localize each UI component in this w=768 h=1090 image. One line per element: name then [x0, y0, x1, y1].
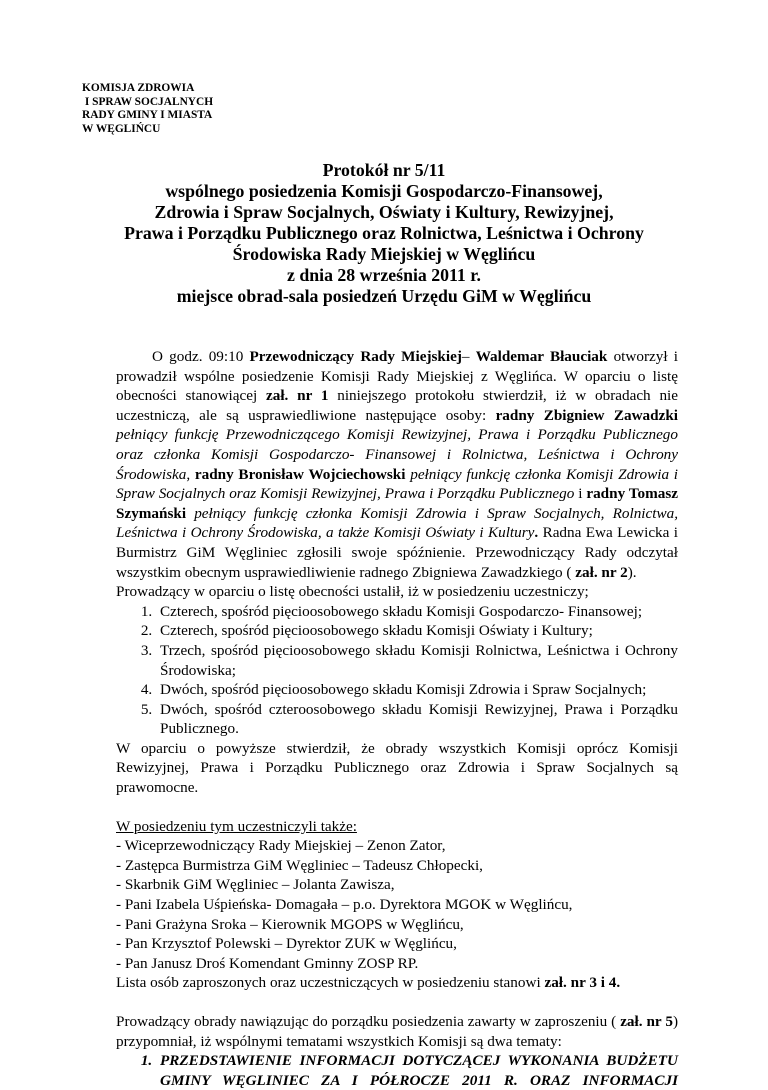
agenda-item-line: 1. PRZEDSTAWIENIE INFORMACJI DOTYCZĄCEJ WYKONANIA BUDŻETU	[160, 1052, 678, 1070]
protocol-title	[92, 160, 676, 307]
quorum-conclusion: W oparciu o powyższe stwierdził, że obrady wszystkich Komisji oprócz Komisji Rewizyjnej, Prawa i Porządku Publicznego oraz Zdrowia i Spraw Socjalnych są prawomocne.	[116, 739, 678, 797]
title-line: z dnia 28 września 2011 r.	[287, 265, 481, 285]
attendee-item: - Zastępca Burmistrza GiM Węgliniec – Tadeusz Chłopecki,	[116, 856, 483, 874]
attendee-item: - Pan Krzysztof Polewski – Dyrektor ZUK w Węglińcu,	[116, 935, 457, 953]
title-line: Protokół nr 5/11	[322, 160, 446, 180]
intro-paragraph: O godz. 09:10 Przewodniczący Rady Miejskiej– Waldemar Błauciak otworzył i prowadził wspólne posiedzenie Komisji Rady Miejskiej z Węglińca. W oparciu o listę obecności stanowiącej zał. nr 1 niniejszego protokołu stwierdził, iż w obradach nie uczestniczą, ale są usprawiedliwione następujące osoby: radny Zbigniew Zawadzki pełniący funkcję Przewodniczącego Komisji Rewizyjnej, Prawa i Porządku Publicznego oraz członka Komisji Gospodarczo- Finansowej i Rolnictwa, Leśnictwa i Ochrony Środowiska, radny Bronisław Wojciechowski pełniący funkcję członka Komisji Zdrowia i Spraw Socjalnych oraz Komisji Rewizyjnej, Prawa i Porządku Publicznego i radny Tomasz Szymański pełniący funkcję członka Komisji Zdrowia i Spraw Socjalnych, Rolnictwa, Leśnictwa i Ochrony Środowiska, a także Komisji Oświaty i Kultury. Radna Ewa Lewicka i Burmistrz GiM Węgliniec zgłosili swoje spóźnienie. Przewodniczący Rady odczytał wszystkim obecnym usprawiedliwienie radnego Zbigniewa Zawadzkiego ( zał. nr 2).	[116, 348, 679, 581]
attendees-list	[116, 836, 678, 973]
title-line: Zdrowia i Spraw Socjalnych, Oświaty i Kultury, Rewizyjnej,	[154, 202, 614, 222]
attendee-item: - Skarbnik GiM Węgliniec – Jolanta Zawisza,	[116, 876, 395, 894]
title-line: Środowiska Rady Miejskiej w Węglińcu	[232, 244, 536, 264]
quorum-item: 5. Dwóch, spośród czteroosobowego składu Komisji Rewizyjnej, Prawa i Porządku Publicznego.	[156, 700, 678, 739]
org-line: W WĘGLIŃCU	[82, 122, 161, 135]
attendee-item: - Pan Janusz Droś Komendant Gminny ZOSP RP.	[116, 954, 419, 972]
title-line: wspólnego posiedzenia Komisji Gospodarczo-Finansowej,	[165, 181, 603, 201]
attendees-heading: W posiedzeniu tym uczestniczyli także:	[116, 817, 357, 835]
title-line: Prawa i Porządku Publicznego oraz Rolnictwa, Leśnictwa i Ochrony	[124, 223, 644, 243]
attendee-item: - Wiceprzewodniczący Rady Miejskiej – Zenon Zator,	[116, 837, 446, 855]
org-line: RADY GMINY I MIASTA	[82, 109, 213, 121]
agenda-paragraph: Prowadzący obrady nawiązując do porządku posiedzenia zawarty w zaproszeniu ( zał. nr 5) przypomniał, iż wspólnymi tematami wszystkich Komisji są dwa tematy:	[116, 1013, 679, 1050]
agenda-list	[116, 1051, 678, 1090]
spacer	[116, 798, 678, 817]
agenda-item-line: GMINY WĘGLINIEC ZA I PÓŁROCZE 2011 R. ORAZ INFORMACJI	[160, 1071, 678, 1089]
org-line: I SPRAW SOCJALNYCH	[82, 95, 214, 108]
attendee-item: - Pani Izabela Uśpieńska- Domagała – p.o. Dyrektora MGOK w Węglińcu,	[116, 896, 573, 914]
document-body	[116, 347, 678, 1090]
quorum-item: 2. Czterech, spośród pięcioosobowego składu Komisji Oświaty i Kultury;	[156, 621, 678, 641]
quorum-lead: Prowadzący w oparciu o listę obecności ustalił, iż w posiedzeniu uczestniczy;	[116, 583, 589, 601]
attendee-item: - Pani Grażyna Sroka – Kierownik MGOPS w Węglińcu,	[116, 915, 464, 933]
organization-header	[82, 82, 213, 136]
quorum-item: 3. Trzech, spośród pięcioosobowego składu Komisji Rolnictwa, Leśnictwa i Ochrony Środowiska;	[156, 641, 678, 680]
attendees-footer: Lista osób zaproszonych oraz uczestniczących w posiedzeniu stanowi zał. nr 3 i 4.	[116, 974, 621, 992]
quorum-list	[116, 602, 678, 739]
org-line: KOMISJA ZDROWIA	[82, 82, 195, 94]
spacer	[116, 993, 678, 1012]
title-line: miejsce obrad-sala posiedzeń Urzędu GiM w Węglińcu	[176, 286, 592, 306]
quorum-item: 1. Czterech, spośród pięcioosobowego składu Komisji Gospodarczo- Finansowej;	[156, 602, 678, 622]
agenda-item	[156, 1051, 678, 1090]
quorum-item: 4. Dwóch, spośród pięcioosobowego składu Komisji Zdrowia i Spraw Socjalnych;	[156, 680, 678, 700]
